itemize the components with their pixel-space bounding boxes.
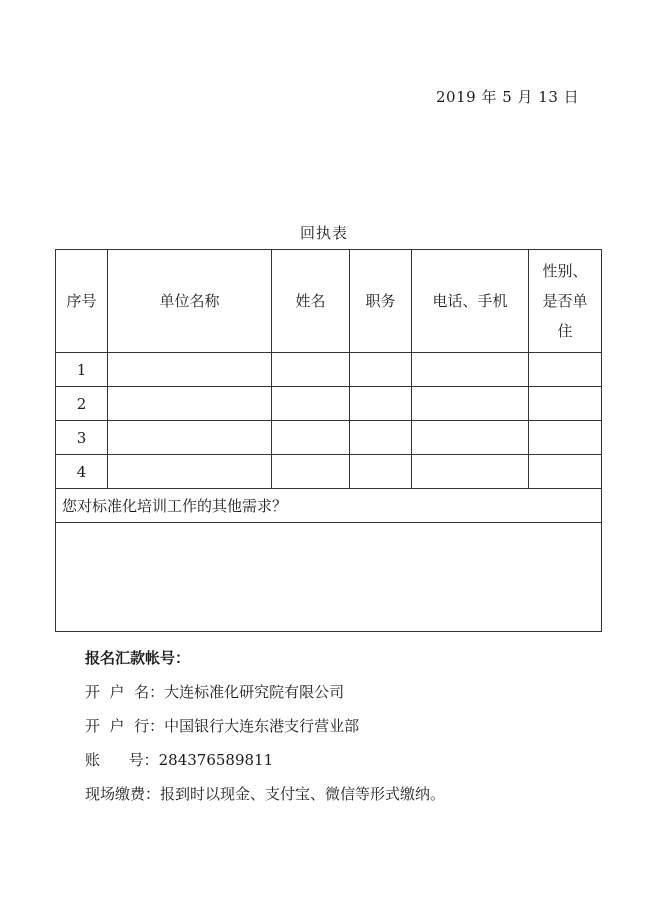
header-cell-position: 职务 <box>350 250 412 353</box>
other-needs-answer-area[interactable] <box>56 523 602 632</box>
position-cell[interactable] <box>350 353 412 387</box>
document-date: 2019 年 5 月 13 日 <box>436 88 580 106</box>
name-cell[interactable] <box>272 353 350 387</box>
form-title: 回执表 <box>299 224 348 242</box>
position-cell[interactable] <box>350 455 412 489</box>
name-cell[interactable] <box>272 455 350 489</box>
header-cell-phone: 电话、手机 <box>412 250 529 353</box>
row-number: 3 <box>56 421 108 455</box>
other-needs-question: 您对标准化培训工作的其他需求？ <box>56 489 602 523</box>
name-cell[interactable] <box>272 421 350 455</box>
payment-heading: 报名汇款帐号： <box>85 649 191 667</box>
gender-room-cell[interactable] <box>529 387 602 421</box>
phone-cell[interactable] <box>412 421 529 455</box>
table-row <box>56 455 602 489</box>
header-cell-number: 序号 <box>56 250 108 353</box>
organization-cell[interactable] <box>108 387 272 421</box>
account-number-line: 账 号：284376589811 <box>85 751 274 769</box>
position-cell[interactable] <box>350 421 412 455</box>
header-cell-name: 姓名 <box>272 250 350 353</box>
payment-info <box>85 641 445 811</box>
row-number: 1 <box>56 353 108 387</box>
header-gender-room-label: 性别、是否单住 <box>542 262 588 340</box>
row-number: 2 <box>56 387 108 421</box>
table-header-row <box>56 250 602 353</box>
name-cell[interactable] <box>272 387 350 421</box>
organization-cell[interactable] <box>108 455 272 489</box>
row-number: 4 <box>56 455 108 489</box>
bank-line: 开 户 行：中国银行大连东港支行营业部 <box>85 717 360 735</box>
phone-cell[interactable] <box>412 353 529 387</box>
account-name-line: 开 户 名：大连标准化研究院有限公司 <box>85 683 345 701</box>
onsite-payment-line: 现场缴费：报到时以现金、支付宝、微信等形式缴纳。 <box>85 785 446 803</box>
reply-form-table <box>55 249 602 632</box>
organization-cell[interactable] <box>108 421 272 455</box>
header-cell-organization: 单位名称 <box>108 250 272 353</box>
position-cell[interactable] <box>350 387 412 421</box>
question-row <box>56 489 602 523</box>
phone-cell[interactable] <box>412 387 529 421</box>
phone-cell[interactable] <box>412 455 529 489</box>
header-cell-gender-room <box>529 250 602 353</box>
gender-room-cell[interactable] <box>529 455 602 489</box>
table-row <box>56 353 602 387</box>
gender-room-cell[interactable] <box>529 421 602 455</box>
gender-room-cell[interactable] <box>529 353 602 387</box>
table-row <box>56 387 602 421</box>
organization-cell[interactable] <box>108 353 272 387</box>
table-row <box>56 421 602 455</box>
answer-row <box>56 523 602 632</box>
